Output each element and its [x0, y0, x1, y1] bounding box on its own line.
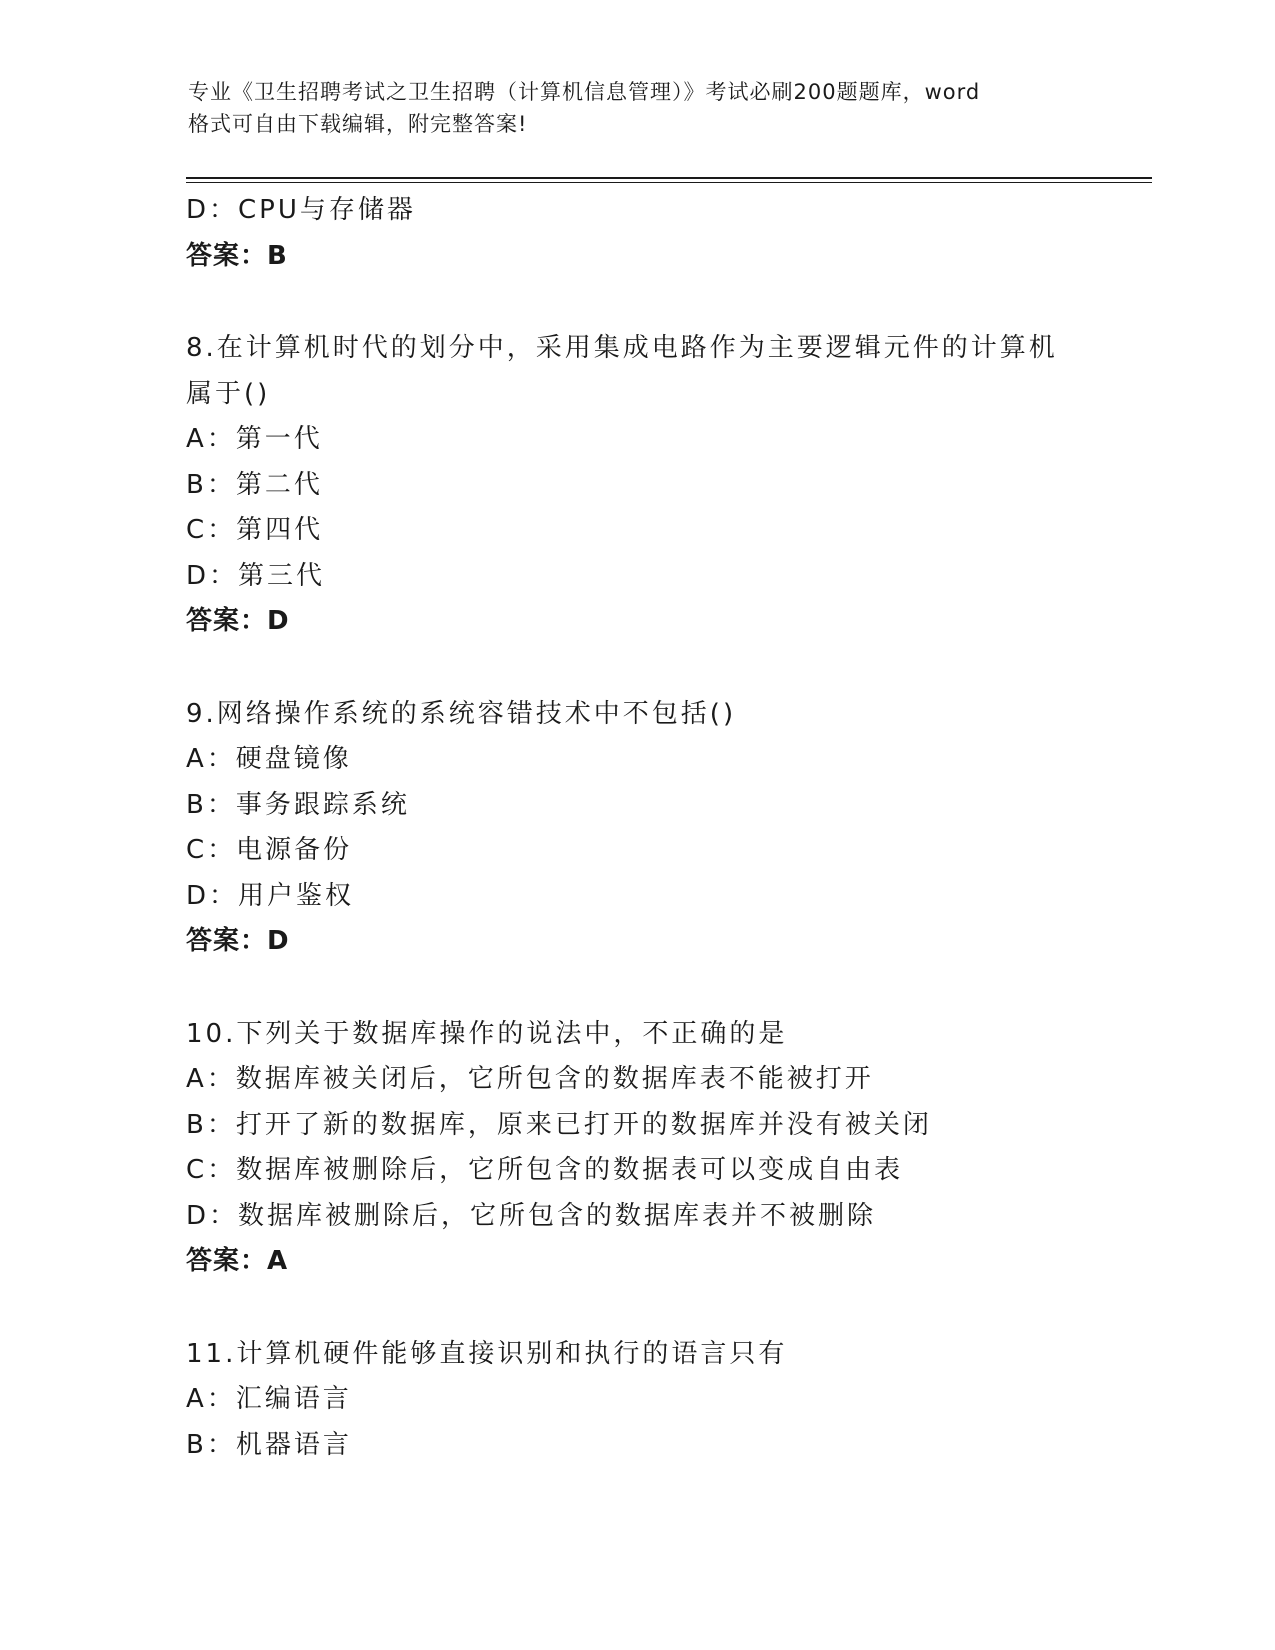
answer-label: 答案：D	[186, 926, 290, 956]
option-b: B：第二代	[186, 469, 323, 500]
option-d: D：第三代	[186, 560, 326, 591]
question-content	[186, 188, 1146, 1468]
option-c: C：电源备份	[186, 835, 353, 865]
question-title-continuation: 属于()	[186, 378, 271, 409]
spacer	[186, 965, 1146, 1012]
header-divider	[186, 177, 1152, 183]
question-title: 8.在计算机时代的划分中，采用集成电路作为主要逻辑元件的计算机	[186, 333, 1058, 363]
spacer	[186, 645, 1146, 692]
option-b: B：机器语言	[186, 1429, 352, 1460]
option-c: C：第四代	[186, 515, 324, 545]
question-title: 10.下列关于数据库操作的说法中，不正确的是	[186, 1018, 788, 1049]
option-b: B：事务跟踪系统	[186, 789, 410, 820]
header-line-2: 格式可自由下载编辑，附完整答案!	[188, 112, 528, 136]
option-a: A：硬盘镜像	[186, 744, 352, 774]
option-d: D：数据库被删除后，它所包含的数据库表并不被删除	[186, 1200, 877, 1231]
answer-label: 答案：A	[186, 1246, 289, 1276]
option-a: A：第一代	[186, 424, 323, 454]
spacer	[186, 279, 1146, 326]
option-a: A：数据库被关闭后，它所包含的数据库表不能被打开	[186, 1064, 874, 1094]
question-title: 9.网络操作系统的系统容错技术中不包括()	[186, 698, 737, 729]
question-title: 11.计算机硬件能够直接识别和执行的语言只有	[186, 1338, 788, 1369]
document-header	[188, 76, 1108, 140]
spacer	[186, 1285, 1146, 1332]
header-line-1: 专业《卫生招聘考试之卫生招聘（计算机信息管理）》考试必刷200题题库，word	[188, 80, 981, 104]
option-c: C：数据库被删除后，它所包含的数据表可以变成自由表	[186, 1155, 904, 1185]
option-b: B：打开了新的数据库，原来已打开的数据库并没有被关闭	[186, 1109, 932, 1140]
option-d: D：用户鉴权	[186, 880, 355, 911]
answer-label: 答案：D	[186, 606, 290, 636]
answer-label: 答案：B	[186, 240, 288, 271]
option-d: D：CPU与存储器	[186, 195, 416, 225]
option-a: A：汇编语言	[186, 1384, 352, 1414]
